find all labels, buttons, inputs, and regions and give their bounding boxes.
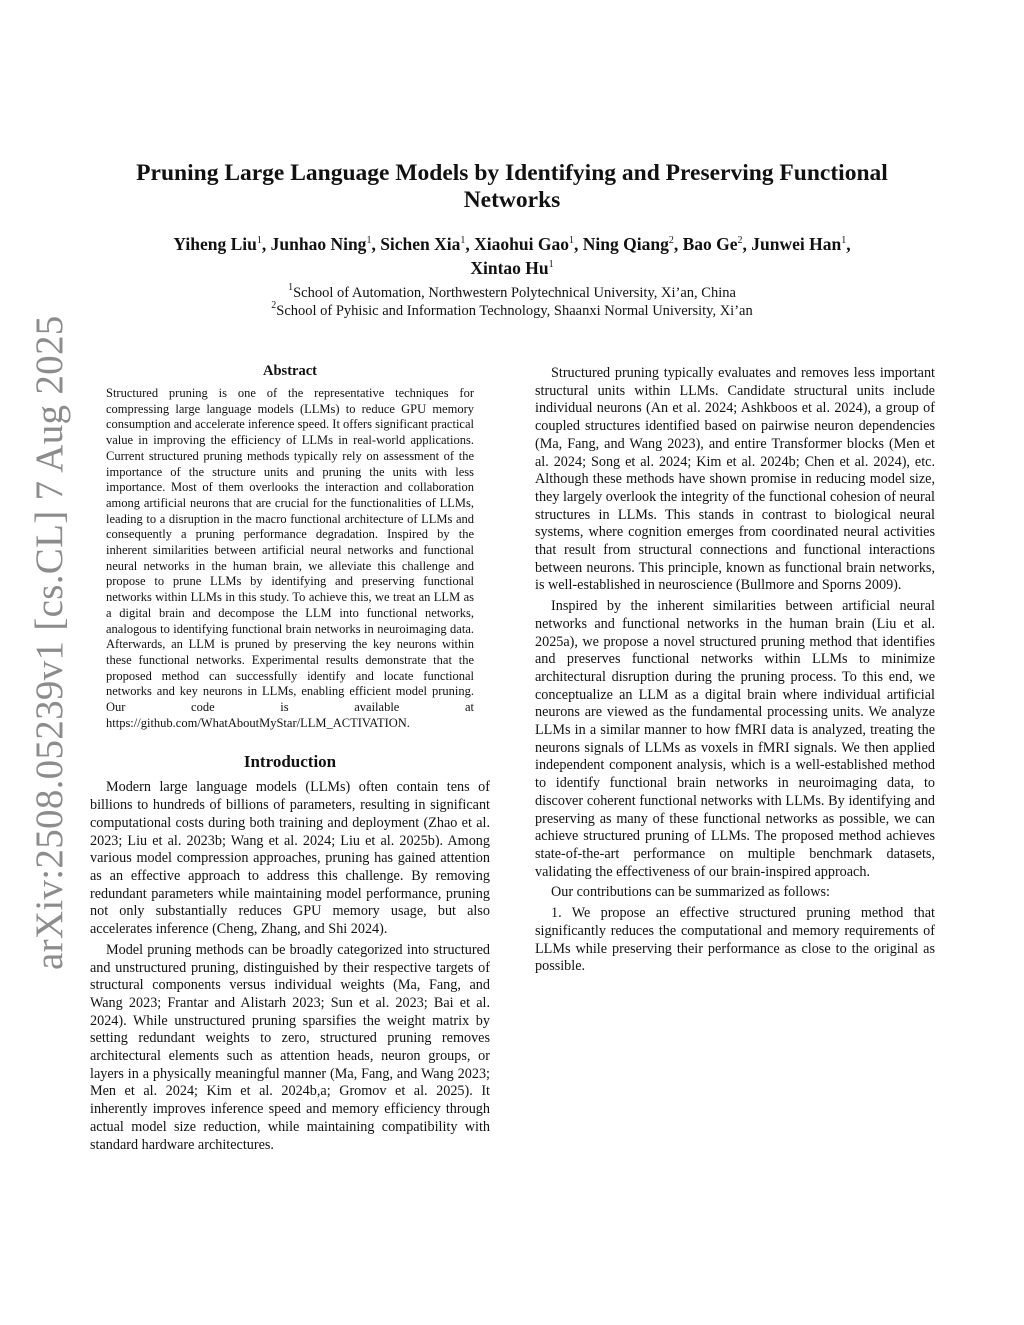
author: Xiaohui Gao$^1$ bbox=[474, 234, 574, 254]
intro-paragraph: Our contributions can be summarized as follows: bbox=[551, 884, 830, 901]
author: Junhao Ning$^1$ bbox=[270, 234, 372, 254]
abstract-body: Structured pruning is one of the representative techniques for compressing large language models (LLMs) to reduce GPU memory consumption and accelerate inference speed. It offers significant practical value in improving the efficiency of LLMs in real-world applications. Current structured pruning methods typically rely on assessment of the importance of the structure units and pruning the units with less importance. Most of them overlooks the interaction and collaboration among artificial neurons that are crucial for the functionalities of LLMs, leading to a disruption in the macro functional architecture of LLMs and consequently a pruning performance degradation. Inspired by the inherent similarities between artificial neural networks and functional neural networks in the human brain, we alleviate this challenge and propose to prune LLMs by identifying and preserving functional networks within LLMs in this study. To achieve this, we treat an LLM as a digital brain and decompose the LLM into functional networks, analogous to identifying functional brain networks in neuroimaging data. Afterwards, an LLM is pruned by preserving the key neurons within these functional networks. Experimental results demonstrate that the proposed method can successfully identify and locate functional networks and key neurons in LLMs, enabling efficient model pruning. Our code is available at https://github.com/WhatAboutMyStar/LLM_ACTIVATION. bbox=[106, 386, 474, 730]
affiliations bbox=[90, 284, 934, 320]
right-column bbox=[535, 362, 935, 976]
author: Xintao Hu$^1$ bbox=[470, 258, 554, 278]
intro-paragraph: Inspired by the inherent similarities between artificial neural networks and functional networks in the human brain (Liu et al. 2025a), we propose a novel structured pruning method that identifies and preserves functional networks within LLMs to minimize architectural disruption during the pruning process. To this end, we conceptualize an LLM as a digital brain where individual artificial neurons are viewed as the fundamental processing units. We analyze LLMs in a similar manner to how fMRI data is analyzed, treating the neurons signals of LLMs as voxels in fMRI signals. We then applied independent component analysis, which is a well-established method to identify functional brain networks in neuroimaging data, to discover coherent functional networks with LLMs. By identifying and preserving as many of these functional networks as possible, we can achieve structured pruning of LLMs. The proposed method achieves state-of-the-art performance on multiple benchmark datasets, validating the effectiveness of our brain-inspired approach. bbox=[535, 598, 935, 880]
paper-title: Pruning Large Language Models by Identifying and Preserving Functional Networks bbox=[136, 160, 888, 213]
intro-paragraph: Modern large language models (LLMs) often contain tens of billions to hundreds of billions of parameters, resulting in significant computational costs during both training and deployment (Zhao et al. 2023; Liu et al. 2023b; Wang et al. 2024; Liu et al. 2025b). Among various model compression approaches, pruning has gained attention as an effective approach to address this challenge. By removing redundant parameters while maintaining model performance, pruning not only substantially reduces GPU memory usage, but also accelerates inference (Cheng, Zhang, and Shi 2024). bbox=[90, 779, 490, 938]
affiliation: $^2$School of Pyhisic and Information Technology, Shaanxi Normal University, Xi’an bbox=[271, 300, 753, 319]
author: Yiheng Liu$^1$ bbox=[173, 234, 262, 254]
abstract-heading: Abstract bbox=[263, 363, 317, 379]
author: Junwei Han$^1$ bbox=[751, 234, 847, 254]
introduction-heading: Introduction bbox=[243, 752, 337, 772]
author: Ning Qiang$^2$ bbox=[582, 234, 674, 254]
contribution-item: 1. We propose an effective structured pruning method that significantly reduces the computational and memory requirements of LLMs while preserving their performance as close to the original as possible. bbox=[535, 905, 935, 975]
author: Sichen Xia$^1$ bbox=[380, 234, 466, 254]
author-list: Yiheng Liu$^1$, Junhao Ning$^1$, Sichen Xia$^1$, Xiaohui Gao$^1$, Ning Qiang$^2$, Bao Ge$^2$, Junwei Han$^1$, Xintao Hu$^1$ bbox=[173, 234, 851, 278]
intro-paragraph: Model pruning methods can be broadly categorized into structured and unstructured pruning, distinguished by their respective targets of structural components versus individual weights (Ma, Fang, and Wang 2023; Frantar and Alistarh 2023; Sun et al. 2023; Bai et al. 2024). While unstructured pruning sparsifies the weight matrix by setting redundant weights to zero, structured pruning removes architectural elements such as attention heads, neuron groups, or layers in a physically meaningful manner (Ma, Fang, and Wang 2023; Men et al. 2024; Kim et al. 2024b,a; Gromov et al. 2025). It inherently improves inference speed and memory efficiency through actual model size reduction, while maintaining compatibility with standard hardware architectures. bbox=[90, 941, 490, 1153]
left-column bbox=[90, 362, 490, 1154]
author: Bao Ge$^2$ bbox=[682, 234, 743, 254]
intro-paragraph: Structured pruning typically evaluates and removes less important structural units within LLMs. Candidate structural units include individual neurons (An et al. 2024; Ashkboos et al. 2024), a group of coupled structures identified based on pairwise neuron dependencies (Ma, Fang, and Wang 2023), and entire Transformer blocks (Men et al. 2024; Song et al. 2024; Kim et al. 2024b; Chen et al. 2024), etc. Although these methods have shown promise in reducing model size, they largely overlook the integrity of the functional cohesion of neural structures in LLMs. This stands in contrast to biological neural systems, where cognition emerges from coordinated neural activities that result from structural connections and functional interactions between neurons. This principle, known as functional brain networks, is well-established in neuroscience (Bullmore and Sporns 2009). bbox=[535, 365, 935, 594]
affiliation: $^1$School of Automation, Northwestern Polytechnical University, Xi’an, China bbox=[288, 282, 736, 301]
arxiv-identifier: arXiv:2508.05239v1 [cs.CL] 7 Aug 2025 bbox=[28, 315, 71, 970]
